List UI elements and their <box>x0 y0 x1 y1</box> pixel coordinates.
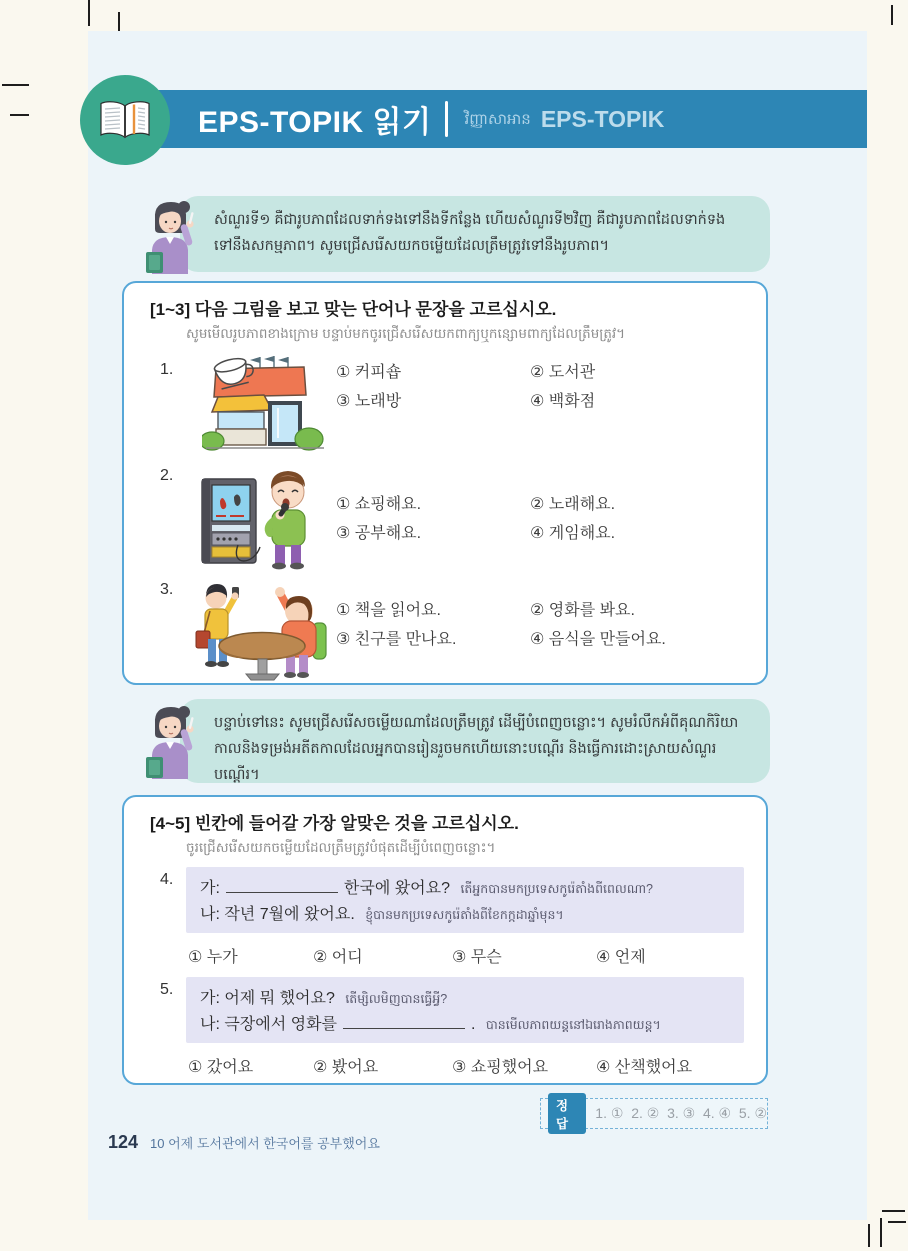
option: ③ 무슨 <box>452 949 502 966</box>
question-number: 5. <box>160 981 174 998</box>
crop-mark <box>10 114 29 116</box>
instruction-box-2 <box>180 699 770 783</box>
title-divider <box>445 101 448 137</box>
section-subtitle-khmer: សូមមើលរូបភាពខាងក្រោម បន្ទាប់មកចូរជ្រើសរើសយកពាក្យឬកន្សោមពាក្យដែលត្រឹមត្រូវ។ <box>186 326 626 341</box>
options-grid <box>336 363 595 412</box>
option: ① 커피숍 <box>336 364 402 381</box>
chapter-title: 10 어제 도서관에서 한국어를 공부했어요 <box>150 1136 380 1151</box>
question-number: 2. <box>160 467 174 484</box>
fill-in-blank <box>343 1015 465 1029</box>
dialogue-line <box>200 1012 730 1038</box>
dialogue-khmer-note: តើអ្នកបានមកប្រទេសកូរ៉េតាំងពីពេលណា? <box>460 882 654 896</box>
page-background <box>88 31 867 1220</box>
dialogue-line <box>200 986 730 1012</box>
meeting-friends-illustration <box>182 571 337 683</box>
question-number: 1. <box>160 361 174 378</box>
page-subtitle-latin: EPS-TOPIK <box>540 105 665 132</box>
crop-mark <box>2 84 29 86</box>
dialogue-khmer-note: តើម្សិលមិញបានធ្វើអ្វី? <box>345 992 448 1006</box>
dialogue-text: . <box>470 1016 476 1033</box>
instruction-box-1 <box>180 196 770 272</box>
instruction-text-khmer: សំណួរទី១ គឺជារូបភាពដែលទាក់ទងទៅនឹងទីកន្លែង ហើយសំណួរទី២វិញ គឺជារូបភាពដែលទាក់ទងទៅនឹងសកម្មភាព។ សូមជ្រើសរើសយកចម្លើយដែលត្រឹមត្រូវទៅនឹងរូបភាព។ <box>214 212 726 254</box>
option: ② 봤어요 <box>313 1059 379 1076</box>
question-section-4-5 <box>122 795 768 1085</box>
crop-mark <box>891 5 893 25</box>
teacher-illustration <box>140 198 202 274</box>
page-footer <box>108 1132 380 1153</box>
answer-key-box <box>540 1098 768 1129</box>
page-subtitle-khmer: វិញ្ញាសាអាន <box>464 111 531 128</box>
question-number: 4. <box>160 871 174 888</box>
dialogue-line <box>200 876 730 902</box>
crop-mark <box>88 0 90 26</box>
answer-key-badge: 정답 <box>548 1093 586 1134</box>
option: ② 영화를 봐요. <box>530 602 635 619</box>
dialogue-khmer-note: បានមើលភាពយន្តនៅឯរោងភាពយន្ត។ <box>485 1018 661 1032</box>
dialogue-text: 가: 어제 뭐 했어요? <box>200 990 335 1007</box>
option: ③ 공부해요. <box>336 525 422 542</box>
open-book-icon <box>98 100 152 140</box>
option: ③ 노래방 <box>336 393 402 410</box>
page-number: 124 <box>108 1132 139 1152</box>
dialogue-line <box>200 902 730 928</box>
option: ④ 백화점 <box>530 393 596 410</box>
dialogue-khmer-note: ខ្ញុំបានមកប្រទេសកូរ៉េតាំងពីខែកក្កដាឆ្នាំមុន។ <box>365 908 564 922</box>
option: ④ 언제 <box>596 949 646 966</box>
options-grid <box>336 601 666 650</box>
teacher-illustration <box>140 703 202 779</box>
crop-mark <box>868 1224 870 1247</box>
options-row <box>188 1054 692 1077</box>
karaoke-singing-illustration <box>196 459 334 571</box>
instruction-text-khmer: បន្ទាប់ទៅនេះ សូមជ្រើសរើសចម្លើយណាដែលត្រឹមត្រូវ ដើម្បីបំពេញចន្លោះ។ សូមរំលឹកអំពីគុណកិរិយាកាលនិងទម្រង់អតីតកាលដែលអ្នកបានរៀនរួចមកហើយនោះបណ្ដើរ និងធ្វើការដោះស្រាយសំណួរបណ្ដើរ។ <box>214 715 739 783</box>
dialogue-box <box>186 977 744 1043</box>
chapter-header-banner <box>102 90 867 148</box>
option: ① 누가 <box>188 949 238 966</box>
section-title: [1~3] 다음 그림을 보고 맞는 단어나 문장을 고르십시오. <box>150 300 557 319</box>
dialogue-text: 나: 극장에서 영화를 <box>200 1016 337 1033</box>
option: ② 노래해요. <box>530 496 616 513</box>
dialogue-text: 한국에 왔어요? <box>343 880 450 897</box>
question-number: 3. <box>160 581 174 598</box>
answer-key-answers: 1. ① 2. ② 3. ③ 4. ④ 5. ② <box>595 1105 767 1121</box>
option: ③ 쇼핑했어요 <box>452 1059 549 1076</box>
question-section-1-3 <box>122 281 768 685</box>
option: ② 어디 <box>313 949 363 966</box>
page-title: EPS-TOPIK 읽기 <box>198 106 432 139</box>
crop-mark <box>880 1218 882 1247</box>
options-row <box>188 944 646 967</box>
option: ④ 산책했어요 <box>596 1059 693 1076</box>
option: ① 갔어요 <box>188 1059 254 1076</box>
coffee-shop-illustration <box>202 353 330 453</box>
crop-mark <box>882 1210 905 1212</box>
fill-in-blank <box>226 879 338 893</box>
book-badge <box>80 75 170 165</box>
option: ① 쇼핑해요. <box>336 496 422 513</box>
option: ④ 음식을 만들어요. <box>530 631 666 648</box>
crop-mark <box>888 1221 906 1223</box>
dialogue-box <box>186 867 744 933</box>
dialogue-text: 가: <box>200 880 220 897</box>
options-grid <box>336 495 615 544</box>
option: ④ 게임해요. <box>530 525 616 542</box>
option: ② 도서관 <box>530 364 596 381</box>
option: ① 책을 읽어요. <box>336 602 441 619</box>
section-subtitle-khmer: ចូរជ្រើសរើសយកចម្លើយដែលត្រឹមត្រូវបំផុតដើម្បីបំពេញចន្លោះ។ <box>186 840 496 855</box>
option: ③ 친구를 만나요. <box>336 631 457 648</box>
dialogue-text: 나: 작년 7월에 왔어요. <box>200 906 355 923</box>
section-title: [4~5] 빈칸에 들어갈 가장 알맞은 것을 고르십시오. <box>150 814 519 833</box>
